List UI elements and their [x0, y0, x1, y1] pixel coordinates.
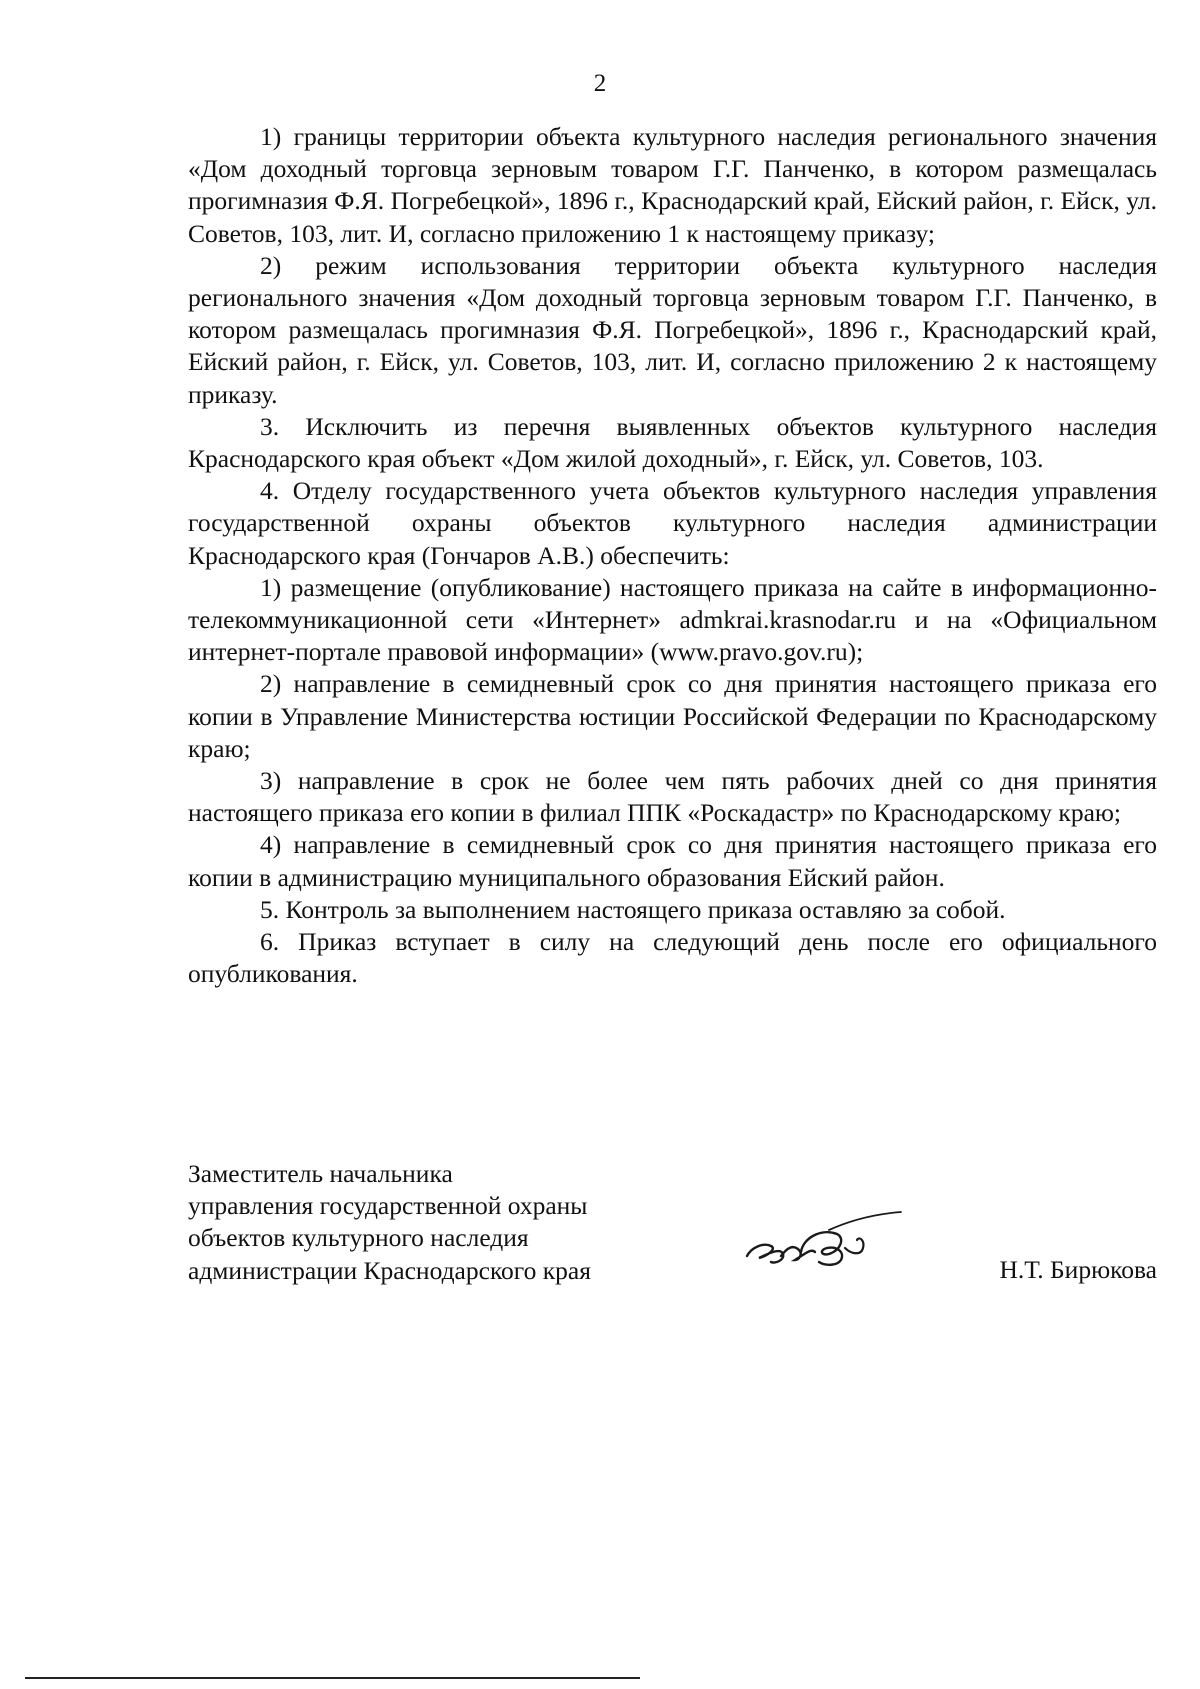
paragraph-control: 5. Контроль за выполнением настоящего приказа оставляю за собой. [260, 894, 1006, 924]
signatory-position-line: объектов культурного наследия [188, 1223, 529, 1253]
paragraph-publication: 1) размещение (опубликование) настоящего приказа на сайте в информационно-телекоммуникационной сети «Интернет» admkrai.krasnodar.ru и на «Официальном интернет-портале правовой информации» (www.pravo.gov.ru); [188, 572, 1157, 667]
paragraph-municipal-administration: 4) направление в семидневный срок со дня принятия настоящего приказа его копии в администрацию муниципального образования Ейский район. [188, 830, 1157, 892]
paragraph-exclude-object: 3. Исключить из перечня выявленных объектов культурного наследия Краснодарского края объект «Дом жилой доходный», г. Ейск, ул. Советов, 103. [188, 411, 1157, 474]
paragraph-territory-boundaries: 1) границы территории объекта культурного наследия регионального значения «Дом доходный торговца зерновым товаром Г.Г. Панченко, в котором размещалась прогимназия Ф.Я. Погребецкой», 1896 г., Краснодарский край, Ейский район, г. Ейск, ул. Советов, 103, лит. И, согласно приложению 1 к настоящему приказу; [188, 122, 1157, 248]
paragraph-territory-regime: 2) режим использования территории объекта культурного наследия регионального значения «Дом доходный торговца зерновым товаром Г.Г. Панченко, в котором размещалась прогимназия Ф.Я. Погребецкой», 1896 г., Краснодарский край, Ейский район, г. Ейск, ул. Советов, 103, лит. И, согласно приложению 2 к настоящему приказу. [188, 250, 1157, 409]
handwritten-signature [741, 1208, 911, 1278]
signatory-name: Н.Т. Бирюкова [999, 1255, 1157, 1284]
document-body [188, 121, 1157, 990]
signatory-position [188, 1158, 591, 1287]
signatory-position-line: администрации Краснодарского края [188, 1255, 591, 1285]
paragraph-roskadastr: 3) направление в срок не более чем пять рабочих дней со дня принятия настоящего приказа его копии в филиал ППК «Роскадастр» по Краснодарскому краю; [188, 766, 1157, 828]
signatory-position-line: управления государственной охраны [188, 1191, 588, 1221]
paragraph-department-duties: 4. Отделу государственного учета объектов культурного наследия управления государственной охраны объектов культурного наследия администрации Краснодарского края (Гончаров А.В.) обеспечить: [188, 476, 1157, 570]
signature-block [188, 1158, 1157, 1298]
paragraph-effective-date: 6. Приказ вступает в силу на следующий день после его официального опубликования. [188, 927, 1157, 989]
page-number: 2 [593, 70, 607, 97]
signatory-position-line: Заместитель начальника [188, 1159, 453, 1188]
footer-divider [25, 1677, 640, 1679]
paragraph-ministry-of-justice: 2) направление в семидневный срок со дня принятия настоящего приказа его копии в Управление Министерства юстиции Российской Федерации по Краснодарскому краю; [188, 669, 1157, 763]
